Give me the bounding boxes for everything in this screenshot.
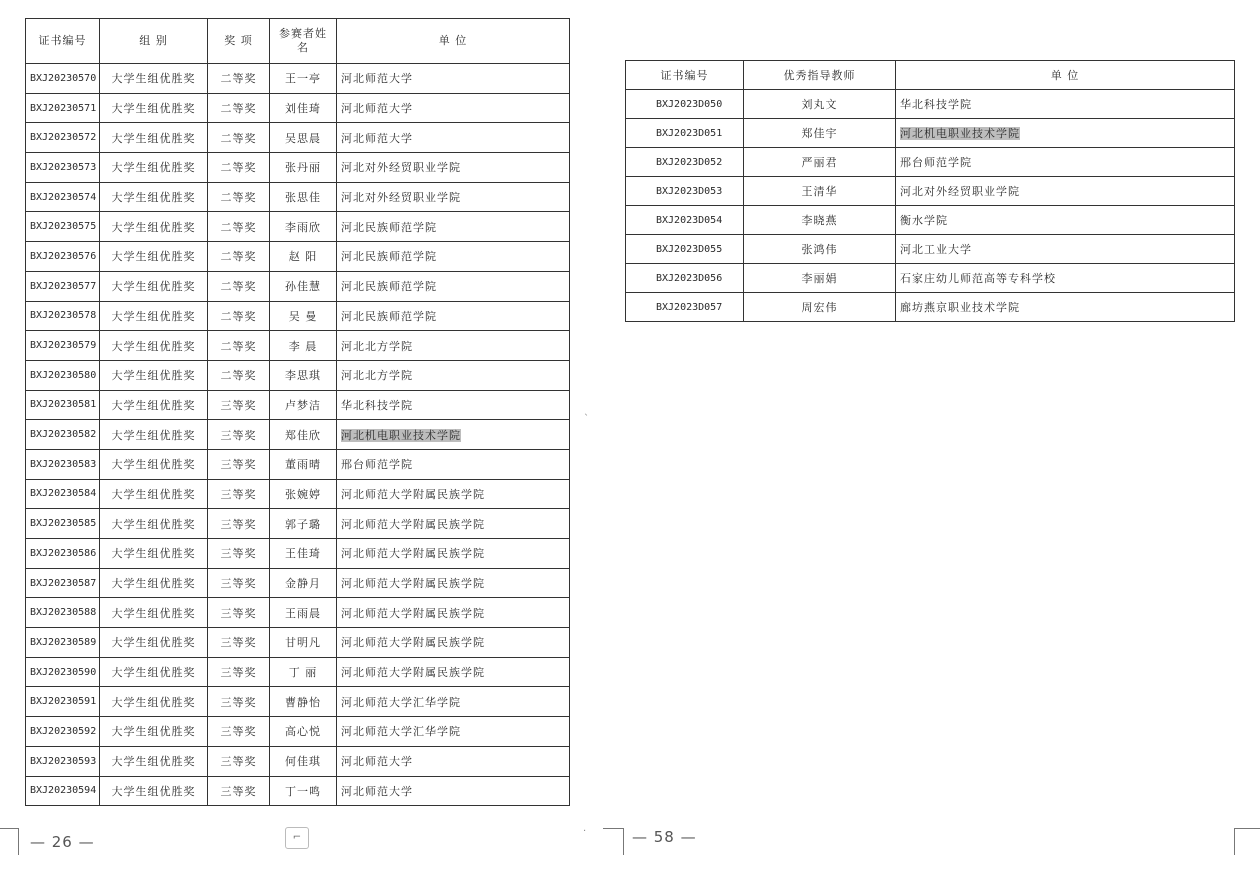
table-row xyxy=(26,628,570,658)
header-award: 奖 项 xyxy=(208,19,270,64)
page-corner-mark xyxy=(1234,828,1260,855)
table-cell: 河北民族师范学院 xyxy=(337,271,570,301)
table-cell: 河北工业大学 xyxy=(896,235,1235,264)
table-cell: 三等奖 xyxy=(208,746,270,776)
table-cell: BXJ20230581 xyxy=(26,390,100,420)
table-cell: 二等奖 xyxy=(208,331,270,361)
table-cell: 河北师范大学汇华学院 xyxy=(337,717,570,747)
highlighted-text: 河北机电职业技术学院 xyxy=(341,428,461,442)
table-cell: 河北师范大学 xyxy=(337,776,570,806)
table-cell: BXJ2023D054 xyxy=(626,206,744,235)
scan-speck: ˎ xyxy=(584,405,589,416)
table-cell: BXJ20230578 xyxy=(26,301,100,331)
table-row xyxy=(26,509,570,539)
table-row xyxy=(26,242,570,272)
table-cell: 郑佳欣 xyxy=(270,420,337,450)
table-cell: BXJ2023D055 xyxy=(626,235,744,264)
table-cell: 大学生组优胜奖 xyxy=(100,331,208,361)
table-cell: 大学生组优胜奖 xyxy=(100,509,208,539)
page-number-right: — 58 — xyxy=(632,828,697,846)
table-cell: BXJ2023D056 xyxy=(626,264,744,293)
table-cell: 二等奖 xyxy=(208,271,270,301)
table-cell: 张思佳 xyxy=(270,182,337,212)
table-cell: 甘明凡 xyxy=(270,628,337,658)
table-cell: 大学生组优胜奖 xyxy=(100,212,208,242)
table-cell xyxy=(896,119,1235,148)
table-cell: 大学生组优胜奖 xyxy=(100,746,208,776)
table-row xyxy=(26,271,570,301)
table-row xyxy=(626,293,1235,322)
table-cell: 二等奖 xyxy=(208,64,270,94)
table-row xyxy=(626,148,1235,177)
table-cell: 河北北方学院 xyxy=(337,331,570,361)
table-cell: 王佳琦 xyxy=(270,539,337,569)
table-cell: 三等奖 xyxy=(208,687,270,717)
table-cell: 河北对外经贸职业学院 xyxy=(337,153,570,183)
table-cell: 大学生组优胜奖 xyxy=(100,776,208,806)
table-cell: 二等奖 xyxy=(208,93,270,123)
table-cell: 华北科技学院 xyxy=(896,90,1235,119)
table-cell: 大学生组优胜奖 xyxy=(100,628,208,658)
header-certificate-no: 证书编号 xyxy=(26,19,100,64)
table-cell: 河北师范大学附属民族学院 xyxy=(337,509,570,539)
table-row xyxy=(26,539,570,569)
table-row xyxy=(26,153,570,183)
table-cell: 吴思晨 xyxy=(270,123,337,153)
table-row xyxy=(626,119,1235,148)
table-cell: 石家庄幼儿师范高等专科学校 xyxy=(896,264,1235,293)
table-cell: BXJ20230583 xyxy=(26,449,100,479)
table-cell: 大学生组优胜奖 xyxy=(100,271,208,301)
table-cell: 大学生组优胜奖 xyxy=(100,360,208,390)
table-row xyxy=(26,182,570,212)
table-row xyxy=(26,598,570,628)
table-row xyxy=(26,776,570,806)
table-cell: BXJ20230571 xyxy=(26,93,100,123)
table-cell: 三等奖 xyxy=(208,449,270,479)
header-group: 组 别 xyxy=(100,19,208,64)
table-cell: 三等奖 xyxy=(208,390,270,420)
table-cell: 大学生组优胜奖 xyxy=(100,301,208,331)
table-row xyxy=(26,123,570,153)
table-cell: 孙佳慧 xyxy=(270,271,337,301)
table-cell: 二等奖 xyxy=(208,242,270,272)
page-corner-mark xyxy=(603,828,624,855)
table-row xyxy=(26,657,570,687)
table-cell: BXJ20230579 xyxy=(26,331,100,361)
table-row xyxy=(26,331,570,361)
table-cell: BXJ20230575 xyxy=(26,212,100,242)
table-cell: BXJ20230591 xyxy=(26,687,100,717)
table-cell: 邢台师范学院 xyxy=(337,449,570,479)
table-row xyxy=(626,90,1235,119)
table-cell: 卢梦洁 xyxy=(270,390,337,420)
table-cell: 郑佳宇 xyxy=(744,119,896,148)
page-number-left: — 26 — xyxy=(30,833,95,851)
table-row xyxy=(626,264,1235,293)
table-cell: 河北师范大学附属民族学院 xyxy=(337,628,570,658)
table-cell: 二等奖 xyxy=(208,212,270,242)
table-cell: 大学生组优胜奖 xyxy=(100,390,208,420)
table-cell: 大学生组优胜奖 xyxy=(100,420,208,450)
table-row xyxy=(26,746,570,776)
table-cell: 吴 曼 xyxy=(270,301,337,331)
table-cell: 三等奖 xyxy=(208,420,270,450)
table-cell: 二等奖 xyxy=(208,301,270,331)
table-cell: 三等奖 xyxy=(208,509,270,539)
table-row xyxy=(26,717,570,747)
table-cell: 三等奖 xyxy=(208,598,270,628)
table-cell: 大学生组优胜奖 xyxy=(100,539,208,569)
table-row xyxy=(626,235,1235,264)
table-cell: BXJ20230580 xyxy=(26,360,100,390)
table-cell: 张鸿伟 xyxy=(744,235,896,264)
table-cell: 丁一鸣 xyxy=(270,776,337,806)
table-row xyxy=(26,360,570,390)
table-cell: 华北科技学院 xyxy=(337,390,570,420)
table-cell: 河北师范大学附属民族学院 xyxy=(337,479,570,509)
table-cell: BXJ20230572 xyxy=(26,123,100,153)
table-cell: BXJ2023D057 xyxy=(626,293,744,322)
table-cell: 河北师范大学汇华学院 xyxy=(337,687,570,717)
table-cell: 三等奖 xyxy=(208,628,270,658)
table-cell: 董雨晴 xyxy=(270,449,337,479)
scan-speck: · xyxy=(583,826,587,837)
table-cell: BXJ2023D052 xyxy=(626,148,744,177)
table-cell: BXJ20230582 xyxy=(26,420,100,450)
table-row xyxy=(26,687,570,717)
table-cell: 大学生组优胜奖 xyxy=(100,182,208,212)
table-cell: 王雨晨 xyxy=(270,598,337,628)
table-cell: BXJ2023D050 xyxy=(626,90,744,119)
table-cell: 二等奖 xyxy=(208,123,270,153)
table-row xyxy=(26,568,570,598)
table-cell: BXJ20230573 xyxy=(26,153,100,183)
header-certificate-no: 证书编号 xyxy=(626,61,744,90)
table-cell: BXJ20230588 xyxy=(26,598,100,628)
table-cell: 河北师范大学 xyxy=(337,93,570,123)
table-cell: 李思琪 xyxy=(270,360,337,390)
table-row xyxy=(26,301,570,331)
table-cell: 大学生组优胜奖 xyxy=(100,479,208,509)
table-cell: 李雨欣 xyxy=(270,212,337,242)
table-cell: 丁 丽 xyxy=(270,657,337,687)
highlighted-text: 河北机电职业技术学院 xyxy=(900,127,1020,140)
table-cell: 河北民族师范学院 xyxy=(337,301,570,331)
page-corner-mark xyxy=(0,828,19,855)
table-cell: 刘丸文 xyxy=(744,90,896,119)
table-cell: 三等奖 xyxy=(208,776,270,806)
table-cell: BXJ20230585 xyxy=(26,509,100,539)
table-cell: 河北民族师范学院 xyxy=(337,242,570,272)
table-cell: 赵 阳 xyxy=(270,242,337,272)
table-cell: 张婉婷 xyxy=(270,479,337,509)
table-cell: BXJ20230594 xyxy=(26,776,100,806)
table-cell: 金静月 xyxy=(270,568,337,598)
table-cell: 河北对外经贸职业学院 xyxy=(337,182,570,212)
table-cell: 大学生组优胜奖 xyxy=(100,153,208,183)
table-cell: 大学生组优胜奖 xyxy=(100,687,208,717)
table-cell: 何佳琪 xyxy=(270,746,337,776)
table-cell: 邢台师范学院 xyxy=(896,148,1235,177)
table-cell: 河北师范大学附属民族学院 xyxy=(337,657,570,687)
table-cell: 李 晨 xyxy=(270,331,337,361)
table-cell: 曹静怡 xyxy=(270,687,337,717)
table-cell: 河北师范大学附属民族学院 xyxy=(337,568,570,598)
table-cell: BXJ20230589 xyxy=(26,628,100,658)
table-header-row xyxy=(26,19,570,64)
table-cell: BXJ20230586 xyxy=(26,539,100,569)
table-cell: 三等奖 xyxy=(208,717,270,747)
table-cell: 张丹丽 xyxy=(270,153,337,183)
advisors-table xyxy=(625,60,1235,322)
table-cell: 大学生组优胜奖 xyxy=(100,568,208,598)
table-cell: 大学生组优胜奖 xyxy=(100,657,208,687)
awards-table xyxy=(25,18,570,806)
table-cell: 三等奖 xyxy=(208,479,270,509)
table-cell: 廊坊燕京职业技术学院 xyxy=(896,293,1235,322)
table-cell: 三等奖 xyxy=(208,568,270,598)
table-cell: 河北师范大学附属民族学院 xyxy=(337,598,570,628)
table-cell: 高心悦 xyxy=(270,717,337,747)
header-unit: 单 位 xyxy=(896,61,1235,90)
table-row xyxy=(26,212,570,242)
table-cell: BXJ2023D053 xyxy=(626,177,744,206)
table-cell: 大学生组优胜奖 xyxy=(100,242,208,272)
table-cell: 大学生组优胜奖 xyxy=(100,93,208,123)
table-cell: BXJ20230570 xyxy=(26,64,100,94)
table-cell: 河北北方学院 xyxy=(337,360,570,390)
table-row xyxy=(26,64,570,94)
table-cell: BXJ20230592 xyxy=(26,717,100,747)
table-cell: 大学生组优胜奖 xyxy=(100,64,208,94)
table-cell: 河北师范大学附属民族学院 xyxy=(337,539,570,569)
table-row xyxy=(26,93,570,123)
table-cell: BXJ2023D051 xyxy=(626,119,744,148)
table-cell: 衡水学院 xyxy=(896,206,1235,235)
table-cell: 河北师范大学 xyxy=(337,64,570,94)
table-cell: 刘佳琦 xyxy=(270,93,337,123)
table-cell: BXJ20230574 xyxy=(26,182,100,212)
table-cell: 大学生组优胜奖 xyxy=(100,598,208,628)
header-participant-name: 参赛者姓名 xyxy=(270,19,337,64)
table-cell: BXJ20230577 xyxy=(26,271,100,301)
table-cell: 河北师范大学 xyxy=(337,123,570,153)
table-cell: 周宏伟 xyxy=(744,293,896,322)
table-cell: 河北对外经贸职业学院 xyxy=(896,177,1235,206)
table-cell: 三等奖 xyxy=(208,657,270,687)
table-cell: 河北民族师范学院 xyxy=(337,212,570,242)
table-cell: 大学生组优胜奖 xyxy=(100,449,208,479)
table-cell: 严丽君 xyxy=(744,148,896,177)
table-cell: BXJ20230593 xyxy=(26,746,100,776)
table-row xyxy=(626,177,1235,206)
table-cell: 二等奖 xyxy=(208,153,270,183)
table-header-row xyxy=(626,61,1235,90)
table-cell: 郭子璐 xyxy=(270,509,337,539)
table-cell: 大学生组优胜奖 xyxy=(100,717,208,747)
table-cell: 河北师范大学 xyxy=(337,746,570,776)
table-cell xyxy=(337,420,570,450)
table-cell: 三等奖 xyxy=(208,539,270,569)
table-cell: BXJ20230584 xyxy=(26,479,100,509)
table-cell: 大学生组优胜奖 xyxy=(100,123,208,153)
table-cell: 二等奖 xyxy=(208,360,270,390)
table-row xyxy=(626,206,1235,235)
table-cell: BXJ20230590 xyxy=(26,657,100,687)
table-cell: BXJ20230587 xyxy=(26,568,100,598)
table-cell: 李晓燕 xyxy=(744,206,896,235)
header-advisor: 优秀指导教师 xyxy=(744,61,896,90)
table-cell: 王清华 xyxy=(744,177,896,206)
table-cell: 王一亭 xyxy=(270,64,337,94)
table-row xyxy=(26,479,570,509)
table-cell: 二等奖 xyxy=(208,182,270,212)
table-cell: BXJ20230576 xyxy=(26,242,100,272)
table-row xyxy=(26,449,570,479)
page-marker-icon: ⌐ xyxy=(285,827,309,849)
header-unit: 单 位 xyxy=(337,19,570,64)
table-row xyxy=(26,390,570,420)
table-row xyxy=(26,420,570,450)
table-cell: 李丽娟 xyxy=(744,264,896,293)
